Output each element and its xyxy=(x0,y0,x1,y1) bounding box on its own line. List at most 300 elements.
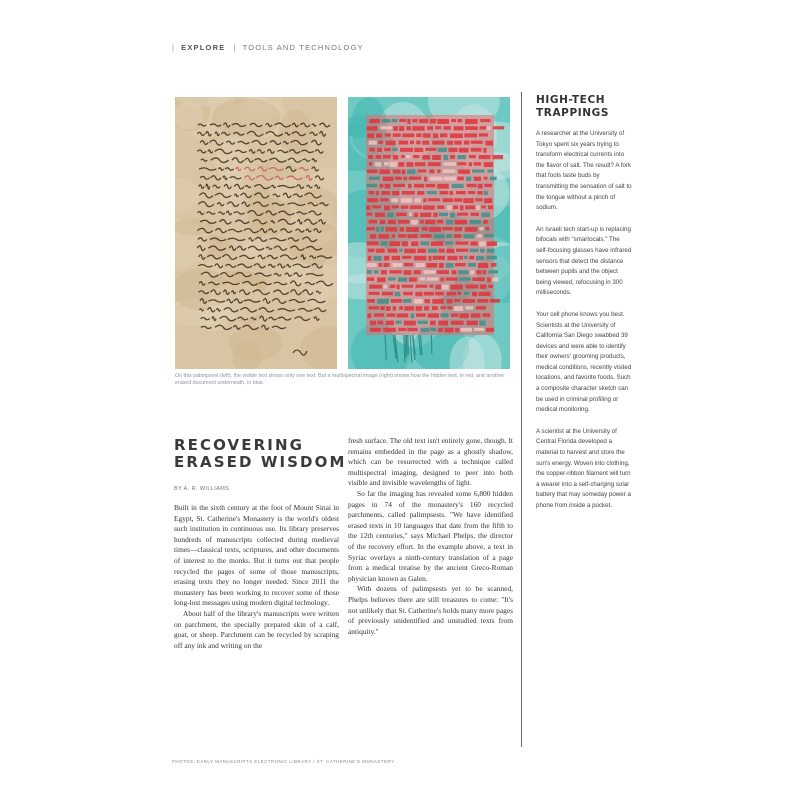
spectral-stroke xyxy=(383,285,387,289)
spectral-stroke xyxy=(369,162,372,165)
spectral-stroke xyxy=(380,126,392,129)
spectral-stroke xyxy=(389,241,400,246)
spectral-stroke xyxy=(409,213,412,216)
spectral-stroke xyxy=(488,285,493,288)
spectral-stroke xyxy=(482,313,490,316)
spectral-stroke xyxy=(390,285,396,289)
spectral-stroke xyxy=(483,270,486,274)
spectral-stroke xyxy=(472,277,485,281)
spectral-stroke xyxy=(384,205,390,210)
spectral-stroke xyxy=(414,148,423,152)
spectral-stroke xyxy=(465,227,478,232)
spectral-stroke xyxy=(474,162,482,165)
spectral-stroke xyxy=(442,227,453,230)
article-column-2 xyxy=(348,436,513,637)
spectral-stroke xyxy=(392,263,402,267)
spectral-stroke xyxy=(481,213,489,218)
spectral-stroke xyxy=(377,299,389,304)
spectral-stroke xyxy=(401,155,405,158)
manuscript-photo-visible xyxy=(175,97,337,369)
spectral-stroke xyxy=(407,328,417,331)
spectral-stroke xyxy=(468,263,476,267)
spectral-stroke xyxy=(404,263,413,266)
spectral-stroke xyxy=(487,249,495,253)
spectral-stroke xyxy=(412,119,417,122)
spectral-stroke xyxy=(474,177,481,181)
spectral-stroke xyxy=(416,285,428,288)
spectral-stroke xyxy=(420,328,429,332)
spectral-stroke xyxy=(438,321,448,326)
spectral-stroke xyxy=(483,148,486,153)
spectral-stroke xyxy=(376,227,379,232)
spectral-stroke xyxy=(455,263,466,266)
spectral-stroke xyxy=(464,141,470,145)
spectral-stroke xyxy=(379,263,383,267)
spectral-stroke xyxy=(401,198,412,203)
spectral-stroke xyxy=(366,184,377,187)
spectral-stroke xyxy=(398,220,409,224)
spectral-stroke xyxy=(472,169,484,172)
spectral-stroke xyxy=(426,277,438,280)
spectral-stroke xyxy=(415,198,421,202)
spectral-stroke xyxy=(367,270,372,274)
manuscript-photo-multispectral xyxy=(348,97,510,369)
spectral-stroke xyxy=(409,277,417,281)
spectral-stroke xyxy=(397,313,409,317)
spectral-stroke xyxy=(404,249,416,254)
spectral-stroke xyxy=(421,241,430,245)
spectral-stroke xyxy=(480,119,490,122)
spectral-stroke xyxy=(439,249,445,253)
spectral-stroke xyxy=(369,141,377,145)
spectral-stroke xyxy=(396,213,406,217)
spectral-stroke xyxy=(477,191,482,195)
spectral-stroke xyxy=(384,148,390,151)
spectral-stroke xyxy=(387,213,394,218)
spectral-stroke xyxy=(416,313,426,316)
spectral-stroke xyxy=(432,299,444,304)
spectral-stroke xyxy=(402,191,415,195)
spectral-stroke xyxy=(416,141,420,145)
spectral-stroke xyxy=(440,133,447,137)
spectral-stroke xyxy=(487,169,493,172)
spectral-stroke xyxy=(398,277,407,281)
spectral-stroke xyxy=(367,169,378,173)
spectral-stroke xyxy=(469,155,476,158)
spectral-stroke xyxy=(369,148,375,152)
spectral-stroke xyxy=(480,285,487,289)
spectral-stroke xyxy=(447,141,453,145)
spectral-stroke xyxy=(404,321,416,326)
spectral-stroke xyxy=(393,155,398,160)
spectral-stroke xyxy=(367,126,378,130)
spectral-stroke xyxy=(374,270,378,273)
spectral-stroke xyxy=(398,162,404,167)
spectral-stroke xyxy=(466,306,474,309)
spectral-stroke xyxy=(407,234,417,238)
spectral-stroke xyxy=(399,306,403,310)
spectral-stroke xyxy=(488,270,498,273)
spectral-stroke xyxy=(380,198,388,201)
sidebar-title-line-1: HIGH-TECH xyxy=(536,94,606,106)
spectral-stroke xyxy=(458,292,462,295)
spectral-stroke xyxy=(428,256,431,261)
spectral-stroke xyxy=(367,313,371,317)
spectral-stroke xyxy=(403,292,413,295)
spectral-stroke xyxy=(437,169,440,173)
spectral-stroke xyxy=(471,213,479,216)
spectral-stroke xyxy=(451,119,456,122)
spectral-stroke xyxy=(458,169,470,173)
spectral-stroke xyxy=(410,141,414,145)
spectral-stroke xyxy=(446,234,452,238)
spectral-stroke xyxy=(440,277,444,281)
spectral-stroke xyxy=(383,177,394,182)
spectral-stroke xyxy=(387,313,396,317)
topic-label: TOOLS AND TECHNOLOGY xyxy=(242,43,364,52)
spectral-stroke xyxy=(467,184,477,187)
spectral-stroke xyxy=(441,313,449,317)
spectral-stroke xyxy=(424,270,436,274)
spectral-stroke xyxy=(417,191,424,195)
spectral-stroke xyxy=(484,162,493,167)
spectral-stroke xyxy=(479,155,491,159)
spectral-stroke xyxy=(377,321,383,325)
spectral-stroke xyxy=(454,234,462,238)
spectral-stroke xyxy=(400,227,405,232)
spectral-stroke xyxy=(369,292,380,295)
spectral-stroke xyxy=(476,205,479,210)
spectral-stroke xyxy=(397,285,400,290)
spectral-stroke xyxy=(457,162,466,165)
spectral-stroke xyxy=(393,184,405,187)
spectral-stroke xyxy=(404,306,414,310)
spectral-stroke xyxy=(391,299,402,303)
spectral-stroke xyxy=(423,205,435,209)
spectral-stroke xyxy=(372,205,381,208)
spectral-stroke xyxy=(476,270,481,274)
running-head-bar: | xyxy=(172,43,176,52)
spectral-stroke xyxy=(484,198,492,203)
paragraph: So far the imaging has revealed some 6,800 hidden pages in 74 of the monastery's 160 recycled parchments, called palimpsests. "We have identified erased texts in 10 languages that date from the fifth to the 12th centuries," says Michael Phelps, the director of the recovery effort. In the example above, a text in Syriac overlays a ninth-century translation of a page from a medical treatise by the ancient Greco-Roman physician known as Galen. xyxy=(348,488,513,583)
spectral-stroke xyxy=(395,292,401,296)
spectral-stroke xyxy=(484,191,488,195)
spectral-stroke xyxy=(437,119,449,124)
spectral-stroke xyxy=(414,213,418,217)
spectral-stroke xyxy=(447,205,452,210)
spectral-stroke xyxy=(384,263,390,267)
spectral-stroke xyxy=(456,191,466,194)
spectral-stroke xyxy=(428,162,441,166)
spectral-stroke xyxy=(424,299,430,303)
spectral-stroke xyxy=(442,285,449,290)
spectral-stroke xyxy=(378,141,383,144)
sidebar-title xyxy=(536,94,632,119)
sidebar-paragraph: An Israeli tech start-up is replacing bifocals with "smartocals." The self-focusing glasses have infrared sensors that detect the distance between pupils and the object being viewed, refocusing in 300 milliseconds. xyxy=(536,225,632,297)
spectral-stroke xyxy=(438,148,447,152)
spectral-stroke xyxy=(430,321,436,326)
figure-caption: On this palimpsest (left), the visible text shows only one text. But a multispectral image (right) shows how the hidden text, in red, and another erased document underneath, in blue. xyxy=(175,373,505,387)
spectral-stroke xyxy=(435,285,441,290)
spectral-stroke xyxy=(367,263,377,267)
spectral-stroke xyxy=(385,133,391,136)
spectral-stroke xyxy=(411,220,418,225)
spectral-stroke xyxy=(481,205,485,208)
spectral-stroke xyxy=(429,169,434,173)
spectral-stroke xyxy=(447,299,453,303)
spectral-stroke xyxy=(424,306,429,310)
spectral-stroke xyxy=(385,227,397,232)
drip-streak xyxy=(404,335,405,362)
spectral-stroke xyxy=(393,126,398,131)
spectral-stroke xyxy=(381,227,384,232)
spectral-stroke xyxy=(452,270,457,274)
spectral-stroke xyxy=(464,292,470,295)
spectral-stroke xyxy=(370,234,376,238)
spectral-stroke xyxy=(392,191,399,195)
spectral-stroke xyxy=(457,177,463,181)
spectral-stroke xyxy=(470,220,481,224)
spectral-stroke xyxy=(466,285,479,289)
spectral-stroke xyxy=(490,177,497,181)
spectral-stroke xyxy=(385,184,391,189)
spectral-stroke xyxy=(470,270,474,274)
spectral-stroke xyxy=(480,249,485,253)
spectral-stroke xyxy=(406,227,419,232)
spectral-stroke xyxy=(484,184,492,187)
spectral-stroke xyxy=(444,177,456,181)
spectral-stroke xyxy=(370,321,376,326)
spectral-stroke xyxy=(480,126,486,129)
running-head xyxy=(172,43,364,52)
spectral-stroke xyxy=(453,205,458,209)
spectral-stroke xyxy=(469,162,473,166)
spectral-stroke xyxy=(444,162,456,165)
spectral-stroke xyxy=(435,292,444,296)
spectral-stroke xyxy=(445,328,454,333)
spectral-stroke xyxy=(484,177,488,180)
spectral-stroke xyxy=(369,220,377,224)
spectral-stroke xyxy=(465,126,478,130)
spectral-stroke xyxy=(380,306,384,310)
spectral-stroke xyxy=(439,263,444,268)
spectral-stroke xyxy=(468,191,476,194)
spectral-stroke xyxy=(434,234,445,238)
spectral-stroke xyxy=(450,285,462,290)
spectral-stroke xyxy=(463,198,474,203)
spectral-stroke xyxy=(433,213,437,218)
spectral-stroke xyxy=(367,227,375,230)
spectral-stroke xyxy=(398,328,406,331)
spectral-stroke xyxy=(493,126,504,129)
spectral-stroke xyxy=(454,227,462,231)
spectral-stroke xyxy=(423,198,426,202)
spectral-stroke xyxy=(476,256,484,260)
spectral-stroke xyxy=(454,141,461,145)
spectral-stroke xyxy=(451,313,458,317)
spectral-stroke xyxy=(428,313,439,317)
spectral-stroke xyxy=(484,234,493,237)
spectral-stroke xyxy=(430,119,436,123)
spectral-stroke xyxy=(456,249,468,252)
section-label: EXPLORE xyxy=(181,43,226,52)
spectral-stroke xyxy=(471,141,483,144)
spectral-stroke xyxy=(383,328,396,332)
spectral-stroke xyxy=(487,241,497,246)
spectral-stroke xyxy=(420,234,431,237)
spectral-stroke xyxy=(418,321,428,324)
spectral-stroke xyxy=(438,328,443,332)
spectral-stroke xyxy=(399,119,406,122)
spectral-stroke xyxy=(367,241,379,245)
spectral-stroke xyxy=(486,227,490,230)
spectral-stroke xyxy=(457,155,466,159)
headline-line-1: RECOVERING xyxy=(174,436,305,454)
photo-credit: PHOTOS: EARLY MANUSCRIPTS ELECTRONIC LIBRARY / ST. CATHERINE'S MONASTERY xyxy=(172,759,395,764)
spectral-stroke xyxy=(478,263,488,268)
article-column-1 xyxy=(174,503,339,651)
sidebar-paragraph: A researcher at the University of Tokyo spent six years trying to transform electrical currents into the flavor of salt. The result? A fork that fools taste buds by transmitting the sensation of salt to the tongue without a pinch of sodium. xyxy=(536,130,632,212)
spectral-stroke xyxy=(437,184,449,189)
spectral-stroke xyxy=(454,198,462,202)
spectral-stroke xyxy=(426,184,436,187)
spectral-stroke xyxy=(388,277,396,280)
spectral-stroke xyxy=(477,299,488,303)
spectral-stroke xyxy=(410,205,422,209)
spectral-stroke xyxy=(369,119,380,123)
spectral-stroke xyxy=(463,234,474,238)
spectral-stroke xyxy=(377,148,382,152)
spectral-stroke xyxy=(428,198,440,201)
spectral-stroke xyxy=(454,299,460,302)
headline-line-2: ERASED WISDOM xyxy=(174,453,347,471)
paragraph: About half of the library's manuscripts were written on parchment, the specially prepared skin of a calf, goat, or sheep. Parchment can be recycled by scraping off any ink and writing on the xyxy=(174,608,339,650)
spectral-stroke xyxy=(464,256,468,259)
spectral-stroke xyxy=(465,119,478,124)
spectral-stroke xyxy=(373,256,381,261)
spectral-stroke xyxy=(446,220,453,225)
spectral-stroke xyxy=(376,133,382,137)
spectral-stroke xyxy=(451,321,464,325)
spectral-stroke xyxy=(377,277,386,282)
spectral-stroke xyxy=(454,126,464,130)
spectral-stroke xyxy=(400,148,413,152)
spectral-stroke xyxy=(390,162,398,167)
spectral-stroke xyxy=(483,220,488,224)
spectral-stroke xyxy=(399,249,402,252)
spectral-stroke xyxy=(491,263,497,267)
spectral-stroke xyxy=(401,205,409,208)
spectral-stroke xyxy=(416,306,422,311)
spectral-stroke xyxy=(412,126,424,130)
spectral-stroke xyxy=(417,249,426,253)
spectral-stroke xyxy=(376,155,382,159)
spectral-stroke xyxy=(479,321,485,326)
spectral-stroke xyxy=(430,328,436,331)
spectral-stroke xyxy=(369,177,380,180)
spectral-stroke xyxy=(391,198,398,202)
spectral-stroke xyxy=(387,249,397,253)
spectral-stroke xyxy=(381,270,387,274)
spectral-stroke xyxy=(380,220,385,224)
spectral-stroke xyxy=(424,292,434,296)
spectral-stroke xyxy=(469,256,474,260)
spectral-stroke xyxy=(447,256,457,260)
spectral-stroke xyxy=(419,277,425,280)
spectral-stroke xyxy=(414,256,426,261)
spectral-stroke xyxy=(462,299,475,303)
spectral-stroke xyxy=(444,155,449,160)
spectral-stroke xyxy=(429,285,433,288)
spectral-stroke xyxy=(430,177,443,181)
spectral-stroke xyxy=(395,177,402,180)
spectral-stroke xyxy=(369,306,379,309)
spectral-stroke xyxy=(393,133,401,137)
spectral-stroke xyxy=(411,241,418,246)
spectral-stroke xyxy=(477,234,482,237)
byline: BY A. R. WILLIAMS xyxy=(174,486,230,492)
spectral-stroke xyxy=(440,306,446,309)
spectral-stroke xyxy=(472,292,477,297)
spectral-stroke xyxy=(419,119,428,123)
spectral-stroke xyxy=(416,263,425,267)
spectral-stroke xyxy=(455,328,459,332)
paragraph: With dozens of palimpsests yet to be scanned, Phelps believes there are still treasures to come: "It's not unlikely that St. Catherine's holds many more pages of previously unidentified and unstudied texts from antiquity." xyxy=(348,584,513,636)
spectral-stroke xyxy=(425,148,436,151)
spectral-stroke xyxy=(383,155,391,158)
spectral-stroke xyxy=(445,241,453,244)
spectral-stroke xyxy=(459,277,471,280)
spectral-stroke xyxy=(407,162,414,167)
spectral-stroke xyxy=(384,256,390,261)
spectral-stroke xyxy=(448,148,457,152)
spectral-stroke xyxy=(367,198,378,202)
spectral-stroke xyxy=(454,220,467,225)
spectral-stroke xyxy=(392,119,398,122)
spectral-stroke xyxy=(376,249,385,253)
spectral-stroke xyxy=(366,213,372,216)
spectral-stroke xyxy=(446,277,458,280)
sidebar-title-line-2: TRAPPINGS xyxy=(536,106,610,119)
spectral-stroke xyxy=(415,292,422,296)
spectral-stroke xyxy=(402,133,414,137)
spectral-stroke xyxy=(422,227,428,231)
spectral-stroke xyxy=(487,126,490,130)
spectral-stroke xyxy=(479,292,491,296)
spectral-stroke xyxy=(460,205,464,210)
spectral-stroke xyxy=(422,141,429,145)
spectral-stroke xyxy=(471,313,481,317)
spectral-stroke xyxy=(404,270,412,275)
spectral-stroke xyxy=(406,155,410,158)
spectral-stroke xyxy=(367,299,375,303)
spectral-stroke xyxy=(479,241,486,246)
spectral-stroke xyxy=(382,119,391,123)
spectral-stroke xyxy=(466,321,478,326)
spectral-stroke xyxy=(444,126,451,130)
spectral-stroke xyxy=(375,162,382,166)
spectral-stroke xyxy=(488,205,493,209)
spectral-stroke xyxy=(493,277,499,281)
spectral-stroke xyxy=(475,198,483,201)
spectral-stroke xyxy=(418,169,427,172)
spectral-stroke xyxy=(413,270,420,274)
spectral-stroke xyxy=(381,241,388,245)
spectral-stroke xyxy=(437,220,443,224)
spectral-stroke xyxy=(378,234,389,238)
spectral-stroke xyxy=(432,155,441,160)
spectral-stroke xyxy=(393,169,401,173)
